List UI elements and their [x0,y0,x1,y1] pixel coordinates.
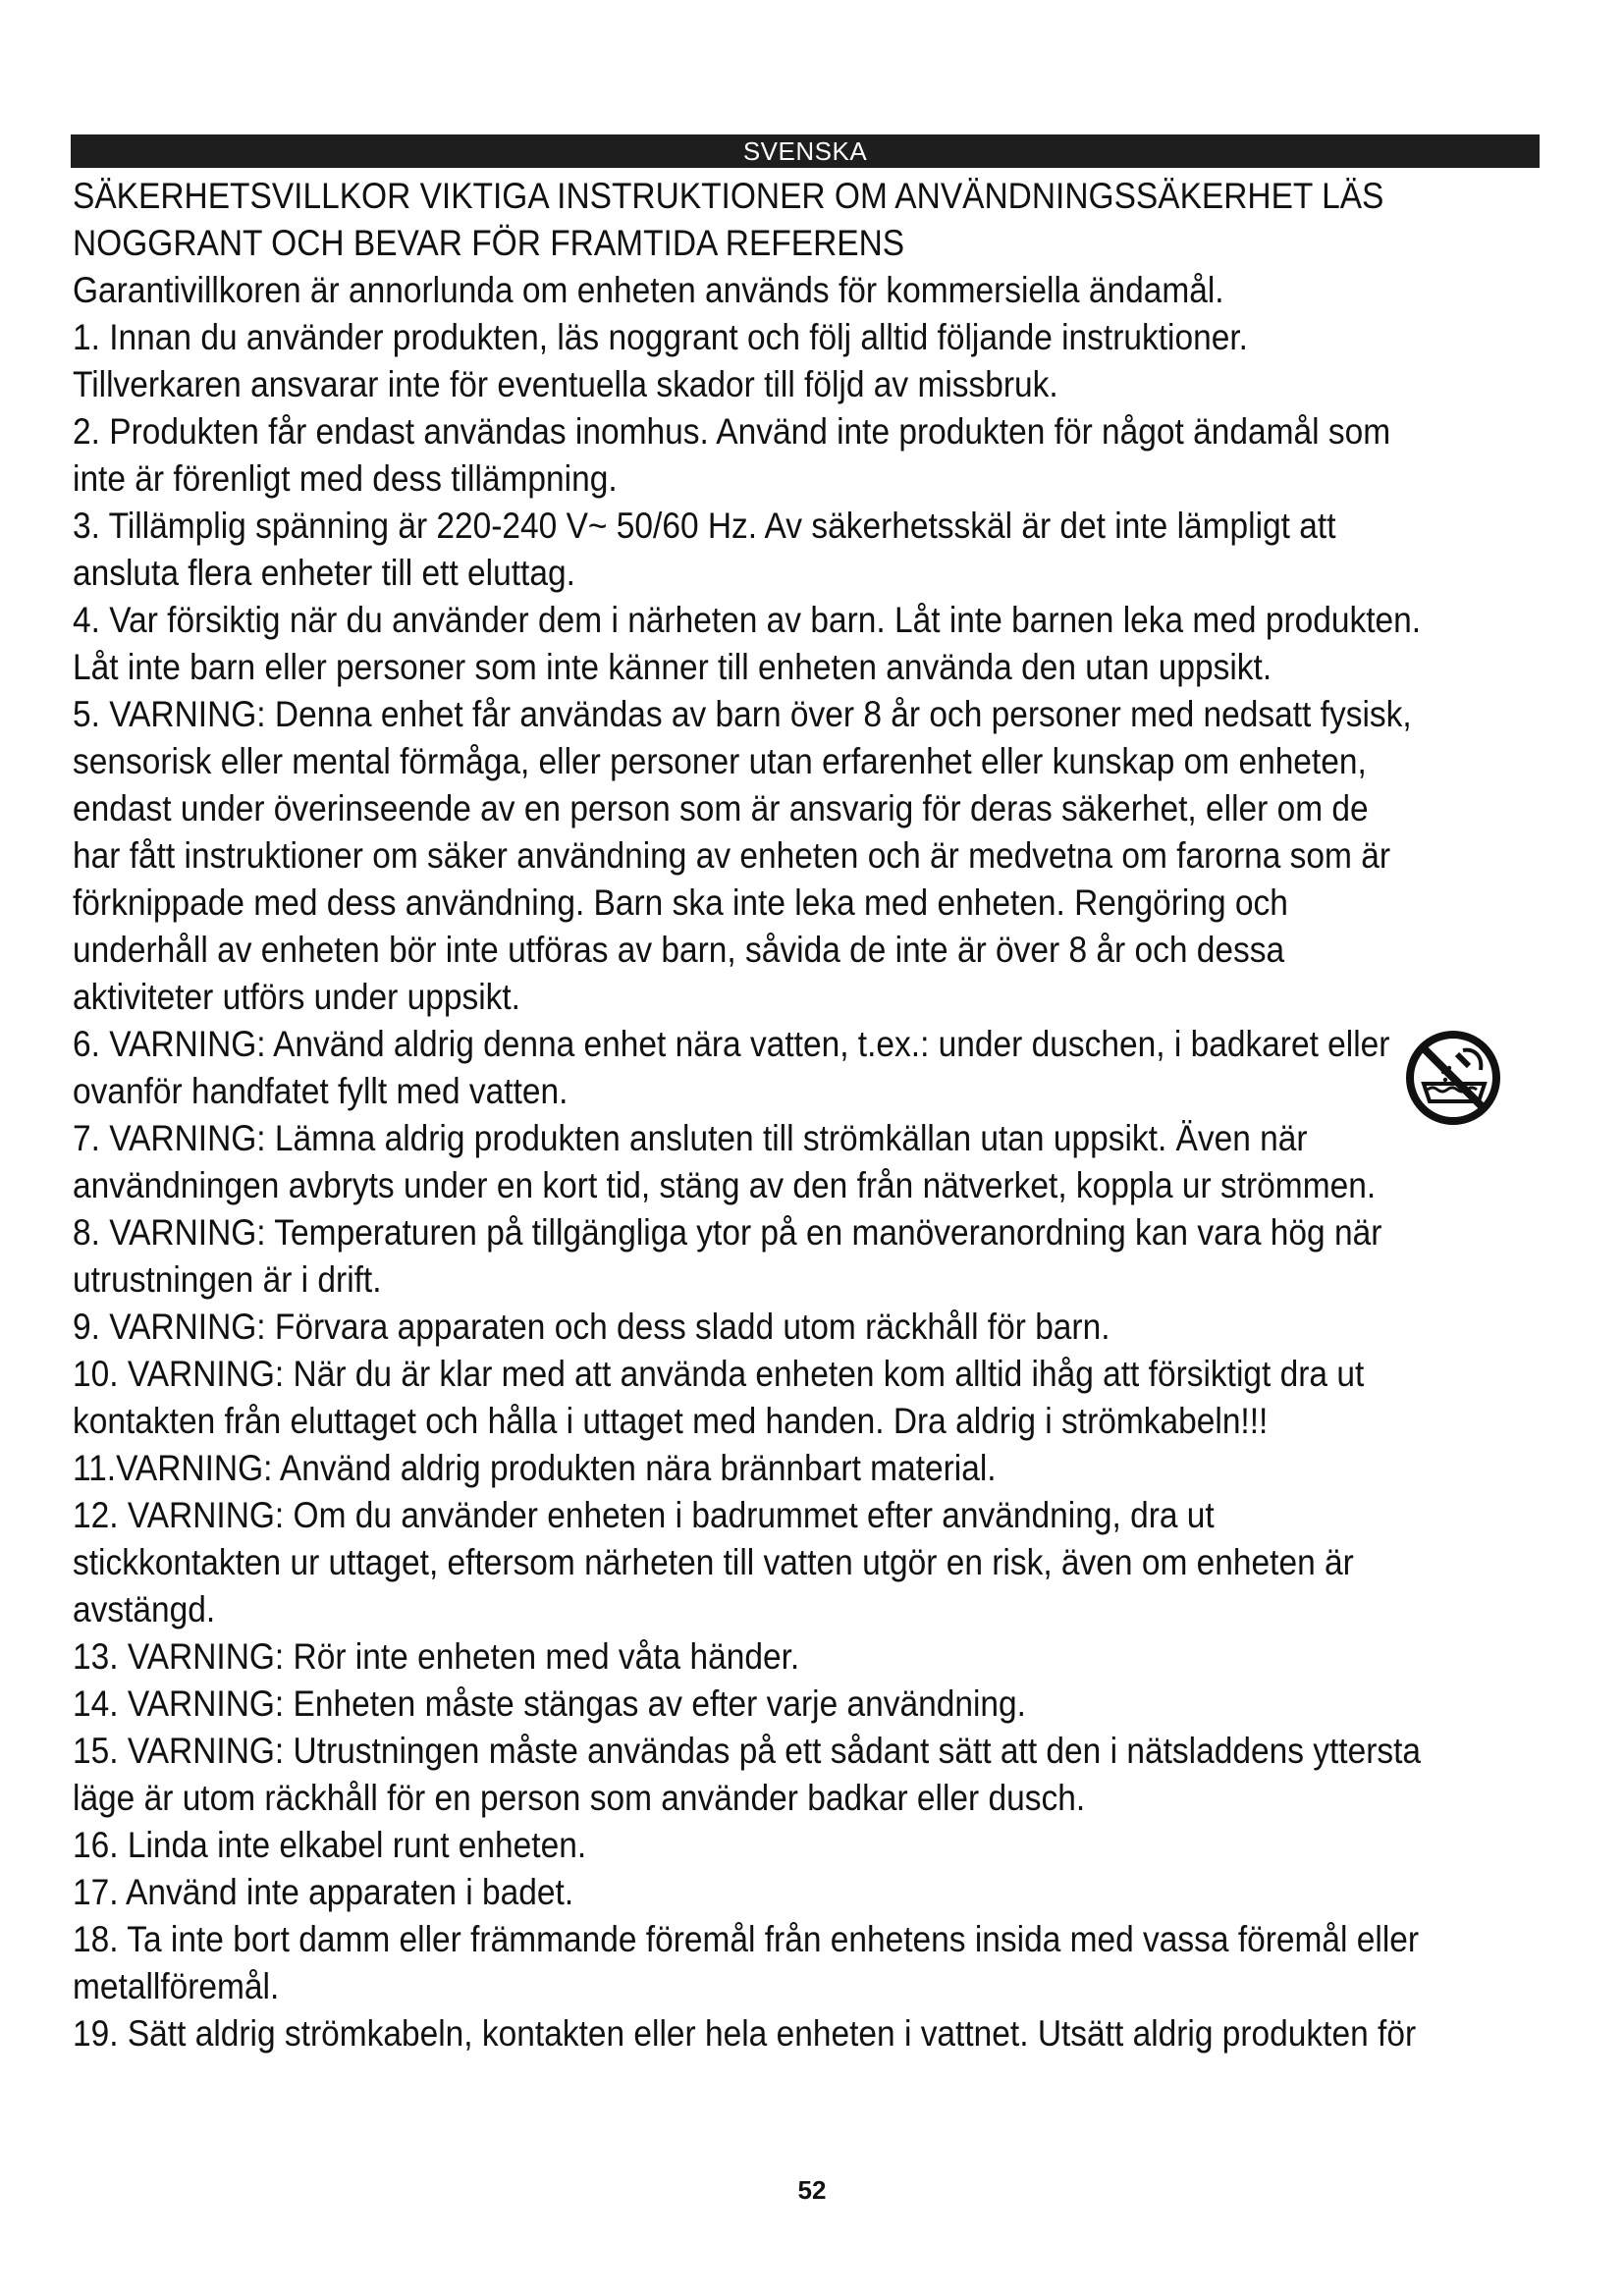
language-label: SVENSKA [742,136,868,166]
instructions-body [73,173,1424,2057]
language-header-bar [71,134,1540,168]
instruction-item-12: 12. VARNING: Om du använder enheten i badrummet efter användning, dra ut stickkontakten ur uttaget, eftersom närheten till vatten utgör en risk, även om enheten är avstängd. [73,1495,1354,1629]
instruction-item-1: 1. Innan du använder produkten, läs noggrant och följ alltid följande instruktioner. Tillverkaren ansvarar inte för eventuella skador till följd av missbruk. [73,317,1248,404]
page-number: 52 [797,2175,827,2205]
instruction-item-18: 18. Ta inte bort damm eller främmande föremål från enhetens insida med vassa föremål eller metallföremål. [73,1919,1420,2006]
instruction-item-7: 7. VARNING: Lämna aldrig produkten ansluten till strömkällan utan uppsikt. Även när användningen avbryts under en kort tid, stäng av den från nätverket, koppla ur strömmen. [73,1118,1377,1205]
instruction-item-5: 5. VARNING: Denna enhet får användas av barn över 8 år och personer med nedsatt fysisk, sensorisk eller mental förmåga, eller personer utan erfarenhet eller kunskap om enheten, endast under överinseende av en person som är ansvarig för deras säkerhet, eller om de har fått instruktioner om säker användning av enheten och är medvetna om farorna som är förknippade med dess användning. Barn ska inte leka med enheten. Rengöring och underhåll av enheten bör inte utföras av barn, såvida de inte är över 8 år och dessa aktiviteter utförs under uppsikt. [73,694,1412,1017]
instruction-item-14: 14. VARNING: Enheten måste stängas av efter varje användning. [73,1683,1026,1724]
instruction-item-8: 8. VARNING: Temperaturen på tillgängliga ytor på en manöveranordning kan vara hög när utrustningen är i drift. [73,1212,1382,1300]
no-water-bath-icon [1404,1029,1502,1127]
instruction-item-16: 16. Linda inte elkabel runt enheten. [73,1825,587,1865]
instruction-item-19: 19. Sätt aldrig strömkabeln, kontakten eller hela enheten i vattnet. Utsätt aldrig produkten för [73,2013,1417,2054]
instruction-item-10: 10. VARNING: När du är klar med att använda enheten kom alltid ihåg att försiktigt dra ut kontakten från eluttaget och hålla i uttaget med handen. Dra aldrig i strömkabeln!!! [73,1354,1365,1441]
instruction-item-11: 11.VARNING: Använd aldrig produkten nära brännbart material. [73,1448,997,1488]
instruction-item-3: 3. Tillämplig spänning är 220-240 V~ 50/60 Hz. Av säkerhetsskäl är det inte lämpligt att ansluta flera enheter till ett eluttag. [73,506,1336,593]
instruction-item-15: 15. VARNING: Utrustningen måste användas på ett sådant sätt att den i nätsladdens yttersta läge är utom räckhåll för en person som använder badkar eller dusch. [73,1731,1422,1818]
page-title: SÄKERHETSVILLKOR VIKTIGA INSTRUKTIONER OM ANVÄNDNINGSSÄKERHET LÄS NOGGRANT OCH BEVAR FÖR FRAMTIDA REFERENS [73,176,1384,263]
instruction-item-2: 2. Produkten får endast användas inomhus. Använd inte produkten för något ändamål som inte är förenligt med dess tillämpning. [73,411,1391,499]
intro-text: Garantivillkoren är annorlunda om enheten används för kommersiella ändamål. [73,270,1224,310]
instruction-item-13: 13. VARNING: Rör inte enheten med våta händer. [73,1636,800,1677]
instruction-item-9: 9. VARNING: Förvara apparaten och dess sladd utom räckhåll för barn. [73,1307,1110,1347]
instruction-item-4: 4. Var försiktig när du använder dem i närheten av barn. Låt inte barnen leka med produkten. Låt inte barn eller personer som inte känner till enheten använda den utan uppsikt. [73,600,1422,687]
instruction-item-6: 6. VARNING: Använd aldrig denna enhet nära vatten, t.ex.: under duschen, i badkaret eller ovanför handfatet fyllt med vatten. [73,1024,1390,1111]
instruction-item-17: 17. Använd inte apparaten i badet. [73,1872,574,1912]
